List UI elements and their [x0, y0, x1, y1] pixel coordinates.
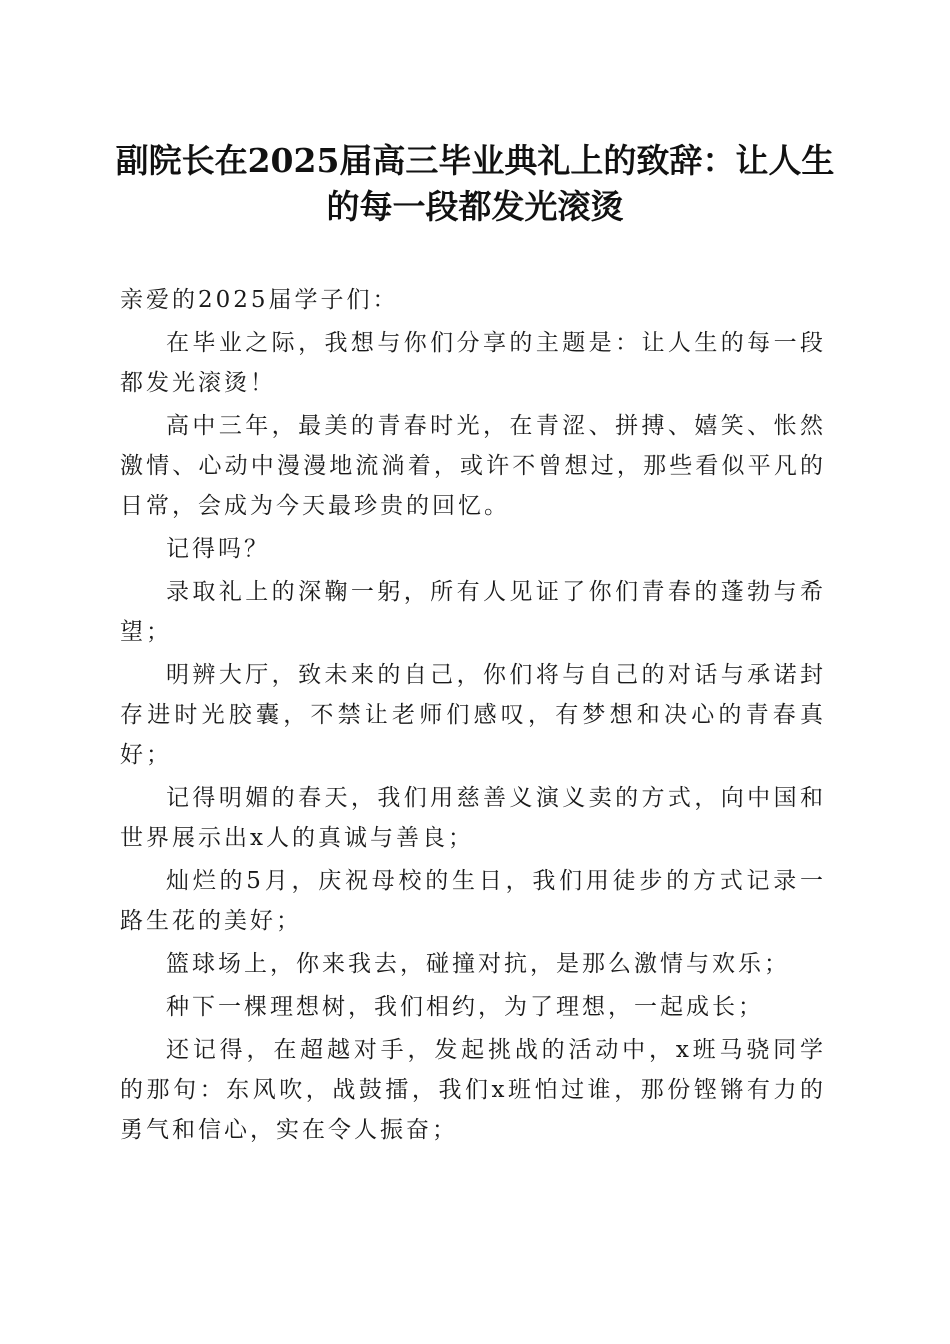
document-body	[120, 280, 826, 1153]
paragraph: 种下一棵理想树，我们相约，为了理想，一起成长；	[166, 994, 764, 1020]
paragraph: 灿烂的5月，庆祝母校的生日，我们用徒步的方式记录一路生花的美好；	[120, 868, 826, 934]
paragraph: 记得明媚的春天，我们用慈善义演义卖的方式，向中国和世界展示出x人的真诚与善良；	[120, 785, 826, 851]
paragraph: 记得吗？	[166, 536, 270, 562]
paragraph: 明辨大厅，致未来的自己，你们将与自己的对话与承诺封存进时光胶囊，不禁让老师们感叹，有梦想和决心的青春真好；	[120, 662, 826, 768]
paragraph: 还记得，在超越对手，发起挑战的活动中，x班马骁同学的那句：东风吹，战鼓擂，我们x班怕过谁，那份铿锵有力的勇气和信心，实在令人振奋；	[120, 1037, 826, 1143]
paragraph: 高中三年，最美的青春时光，在青涩、拼搏、嬉笑、怅然激情、心动中漫漫地流淌着，或许不曾想过，那些看似平凡的日常，会成为今天最珍贵的回忆。	[120, 413, 826, 519]
paragraph: 在毕业之际，我想与你们分享的主题是：让人生的每一段都发光滚烫！	[120, 330, 826, 396]
salutation: 亲爱的2025届学子们：	[120, 287, 399, 313]
paragraph: 录取礼上的深鞠一躬，所有人见证了你们青春的蓬勃与希望；	[120, 579, 826, 645]
document-title: 副院长在2025届高三毕业典礼上的致辞：让人生的每一段都发光滚烫	[115, 141, 835, 226]
paragraph: 篮球场上，你来我去，碰撞对抗，是那么激情与欢乐；	[166, 951, 790, 977]
